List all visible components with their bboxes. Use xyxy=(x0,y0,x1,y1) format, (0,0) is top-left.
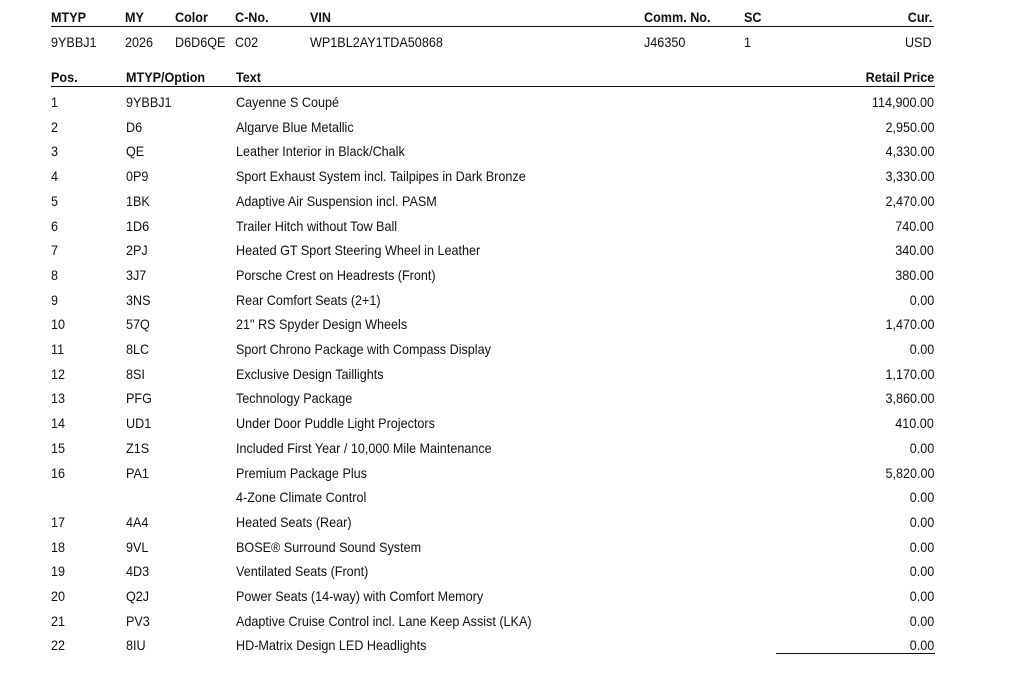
table-header-rule xyxy=(51,86,935,87)
cno-value: C02 xyxy=(235,34,259,50)
row-option-code: 9VL xyxy=(126,538,149,555)
row-description: Porsche Crest on Headrests (Front) xyxy=(236,266,436,283)
row-position: 2 xyxy=(51,118,59,135)
row-description: Technology Package xyxy=(236,390,353,407)
header-rule xyxy=(51,26,934,27)
row-position: 20 xyxy=(51,588,66,604)
row-retail-price: 0.00 xyxy=(909,291,934,308)
row-position: 3 xyxy=(51,143,59,160)
currency-label: Cur. xyxy=(907,9,932,25)
my-label: MY xyxy=(125,9,144,25)
row-option-code: 1BK xyxy=(126,192,150,209)
row-position: 5 xyxy=(51,192,59,209)
row-retail-price: 0.00 xyxy=(909,588,934,604)
mtyp-label: MTYP xyxy=(51,9,87,25)
row-option-code: Z1S xyxy=(126,439,150,456)
row-retail-price: 3,330.00 xyxy=(884,168,934,185)
comm-no-label: Comm. No. xyxy=(644,9,711,25)
row-position: 19 xyxy=(51,563,66,580)
row-option-code: QE xyxy=(126,143,145,160)
row-retail-price: 0.00 xyxy=(909,439,934,456)
row-description: Included First Year / 10,000 Mile Maintenance xyxy=(236,439,492,456)
row-position: 8 xyxy=(51,266,59,283)
row-description: Premium Package Plus xyxy=(236,464,367,481)
row-retail-price: 0.00 xyxy=(909,563,934,580)
row-position: 6 xyxy=(51,217,59,234)
row-option-code: 57Q xyxy=(126,316,150,333)
sc-label: SC xyxy=(744,9,762,25)
row-description: Leather Interior in Black/Chalk xyxy=(236,143,405,160)
row-retail-price: 2,470.00 xyxy=(884,192,934,209)
row-description: Adaptive Air Suspension incl. PASM xyxy=(236,192,437,209)
row-option-code: Q2J xyxy=(126,588,150,604)
row-option-code: UD1 xyxy=(126,415,152,432)
row-description: Rear Comfort Seats (2+1) xyxy=(236,291,381,308)
row-position: 17 xyxy=(51,513,66,530)
cno-label: C-No. xyxy=(235,9,269,25)
row-option-code: 3J7 xyxy=(126,266,147,283)
color-label: Color xyxy=(175,9,208,25)
currency-value: USD xyxy=(905,34,932,50)
row-description: Heated GT Sport Steering Wheel in Leather xyxy=(236,242,481,259)
row-retail-price: 380.00 xyxy=(895,266,934,283)
row-description: BOSE® Surround Sound System xyxy=(236,538,422,555)
color-value: D6D6QE xyxy=(175,34,226,50)
row-option-code: 0P9 xyxy=(126,168,149,185)
row-option-code: 9YBBJ1 xyxy=(126,94,172,110)
row-option-code: 8IU xyxy=(126,637,146,654)
vin-value: WP1BL2AY1TDA50868 xyxy=(310,34,443,50)
row-description: HD-Matrix Design LED Headlights xyxy=(236,637,427,654)
row-retail-price: 0.00 xyxy=(909,612,934,629)
row-position: 1 xyxy=(51,94,59,110)
row-position: 13 xyxy=(51,390,66,407)
vin-label: VIN xyxy=(310,9,332,25)
row-description: Adaptive Cruise Control incl. Lane Keep Assist (LKA) xyxy=(236,612,532,629)
price-column-header: Retail Price xyxy=(865,69,934,85)
row-retail-price: 410.00 xyxy=(895,415,934,432)
comm-no-value: J46350 xyxy=(644,34,686,50)
row-position: 11 xyxy=(51,341,65,357)
row-description: Under Door Puddle Light Projectors xyxy=(236,415,435,432)
row-position: 4 xyxy=(51,168,59,185)
row-option-code: 8SI xyxy=(126,365,145,382)
row-position: 16 xyxy=(51,464,66,481)
row-option-code: D6 xyxy=(126,118,143,135)
row-retail-price: 0.00 xyxy=(909,637,934,654)
row-retail-price: 0.00 xyxy=(909,513,934,530)
row-option-code: 4A4 xyxy=(126,513,149,530)
row-position: 14 xyxy=(51,415,66,432)
row-option-code: 4D3 xyxy=(126,563,150,580)
row-option-code: 1D6 xyxy=(126,217,150,234)
row-description: 4-Zone Climate Control xyxy=(236,489,367,506)
row-position: 18 xyxy=(51,538,66,555)
pos-column-header: Pos. xyxy=(51,69,78,85)
row-position: 15 xyxy=(51,439,66,456)
row-description: Sport Chrono Package with Compass Display xyxy=(236,341,491,357)
row-retail-price: 1,170.00 xyxy=(884,365,934,382)
row-retail-price: 0.00 xyxy=(909,489,934,506)
row-option-code: PV3 xyxy=(126,612,150,629)
row-option-code: PFG xyxy=(126,390,152,407)
row-option-code: 8LC xyxy=(126,341,150,357)
row-retail-price: 4,330.00 xyxy=(884,143,934,160)
row-retail-price: 0.00 xyxy=(909,538,934,555)
row-position: 10 xyxy=(51,316,66,333)
row-retail-price: 5,820.00 xyxy=(884,464,934,481)
my-value: 2026 xyxy=(125,34,154,50)
row-option-code: PA1 xyxy=(126,464,149,481)
row-position: 7 xyxy=(51,242,59,259)
mtyp-value: 9YBBJ1 xyxy=(51,34,97,50)
row-description: Sport Exhaust System incl. Tailpipes in Dark Bronze xyxy=(236,168,526,185)
text-column-header: Text xyxy=(236,69,261,85)
row-description: Algarve Blue Metallic xyxy=(236,118,354,135)
row-option-code: 3NS xyxy=(126,291,151,308)
row-description: Power Seats (14-way) with Comfort Memory xyxy=(236,588,484,604)
row-description: Ventilated Seats (Front) xyxy=(236,563,369,580)
row-retail-price: 1,470.00 xyxy=(884,316,934,333)
row-position: 9 xyxy=(51,291,59,308)
row-description: Cayenne S Coupé xyxy=(236,94,339,110)
row-position: 12 xyxy=(51,365,66,382)
row-description: 21" RS Spyder Design Wheels xyxy=(236,316,408,333)
row-description: Exclusive Design Taillights xyxy=(236,365,384,382)
row-retail-price: 114,900.00 xyxy=(871,94,934,110)
row-option-code: 2PJ xyxy=(126,242,148,259)
row-description: Trailer Hitch without Tow Ball xyxy=(236,217,398,234)
row-retail-price: 740.00 xyxy=(895,217,934,234)
row-description: Heated Seats (Rear) xyxy=(236,513,352,530)
row-retail-price: 340.00 xyxy=(895,242,934,259)
price-total-rule xyxy=(776,653,935,654)
row-retail-price: 3,860.00 xyxy=(884,390,934,407)
row-retail-price: 0.00 xyxy=(909,341,934,357)
row-position: 22 xyxy=(51,637,66,654)
option-column-header: MTYP/Option xyxy=(126,69,206,85)
row-position: 21 xyxy=(51,612,66,629)
row-retail-price: 2,950.00 xyxy=(884,118,934,135)
sc-value: 1 xyxy=(744,34,752,50)
